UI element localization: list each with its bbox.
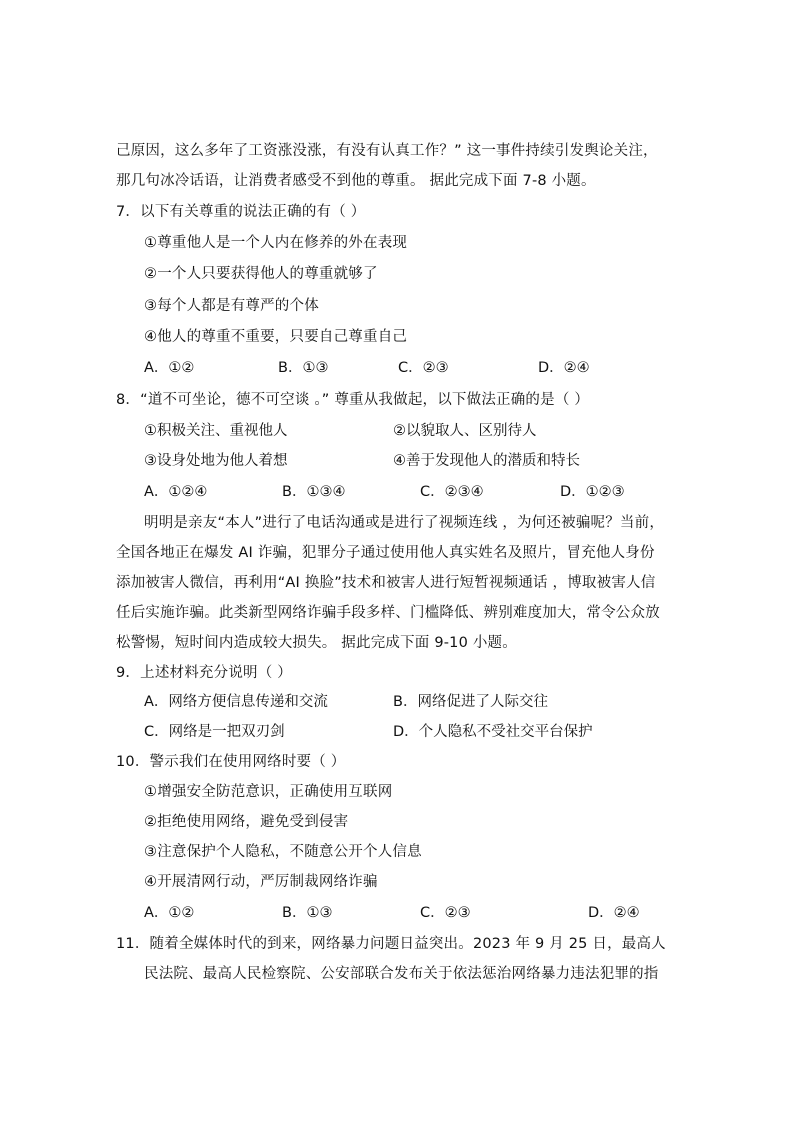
question-10-option-a: A．①②	[144, 905, 195, 921]
question-10-statement: ①增强安全防范意识，正确使用互联网	[144, 784, 393, 800]
question-11-stem-continued: 民法院、最高人民检察院、公安部联合发布关于依法惩治网络暴力违法犯罪的指	[144, 966, 659, 982]
question-8-statement: ④善于发现他人的潜质和特长	[393, 453, 580, 469]
question-8-option-c: C．②③④	[420, 484, 484, 500]
question-10-option-d: D．②④	[588, 905, 640, 921]
passage-text-line: 全国各地正在爆发 AI 诈骗，犯罪分子通过使用他人真实姓名及照片，冒充他人身份	[116, 545, 655, 561]
question-7-stem: 7．以下有关尊重的说法正确的有（ ）	[116, 204, 366, 220]
question-8-statement: ②以貌取人、区别待人	[393, 423, 537, 439]
question-8-option-d: D．①②③	[560, 484, 625, 500]
question-9-option-b: B．网络促进了人际交往	[393, 694, 548, 710]
question-10-stem: 10．警示我们在使用网络时要（ ）	[116, 754, 346, 770]
question-9-option-a: A．网络方便信息传递和交流	[144, 694, 328, 710]
passage-text-line: 添加被害人微信，再利用“AI 换脸”技术和被害人进行短暂视频通话 ，博取被害人信	[116, 575, 656, 591]
question-8-stem: 8．“道不可坐论，德不可空谈 。” 尊重从我做起，以下做法正确的是（ ）	[116, 392, 590, 408]
question-7-option-a: A．①②	[144, 360, 195, 376]
question-7-option-d: D．②④	[538, 360, 590, 376]
question-8-option-a: A．①②④	[144, 484, 208, 500]
question-7-statement: ②一个人只要获得他人的尊重就够了	[144, 266, 378, 282]
passage-text-line: 己原因，这么多年了工资涨没涨，有没有认真工作？” 这一事件持续引发舆论关注，	[116, 143, 658, 159]
question-10-statement: ④开展清网行动，严厉制裁网络诈骗	[144, 874, 378, 890]
question-7-option-c: C．②③	[398, 360, 449, 376]
question-7-statement: ④他人的尊重不重要，只要自己尊重自己	[144, 329, 408, 345]
question-10-statement: ②拒绝使用网络，避免受到侵害	[144, 814, 349, 830]
question-11-stem: 11．随着全媒体时代的到来，网络暴力问题日益突出。2023 年 9 月 25 日，最高人	[116, 936, 666, 952]
question-8-statement: ③设身处地为他人着想	[144, 453, 288, 469]
question-9-option-d: D．个人隐私不受社交平台保护	[393, 724, 593, 740]
passage-text-line: 那几句冰冷话语，让消费者感受不到他的尊重。 据此完成下面 7-8 小题。	[116, 173, 596, 189]
question-8-option-b: B．①③④	[282, 484, 346, 500]
question-7-statement: ③每个人都是有尊严的个体	[144, 298, 319, 314]
question-9-option-c: C．网络是一把双刃剑	[144, 724, 285, 740]
question-9-stem: 9．上述材料充分说明（ ）	[116, 665, 292, 681]
question-7-option-b: B．①③	[278, 360, 329, 376]
question-10-option-b: B．①③	[282, 905, 333, 921]
question-10-statement: ③注意保护个人隐私，不随意公开个人信息	[144, 844, 422, 860]
passage-text-line: 任后实施诈骗。此类新型网络诈骗手段多样、门槛降低、辨别难度加大，常令公众放	[116, 605, 660, 621]
question-7-statement: ①尊重他人是一个人内在修养的外在表现	[144, 235, 408, 251]
question-10-option-c: C．②③	[420, 905, 471, 921]
passage-text-line: 松警惕，短时间内造成较大损失。 据此完成下面 9-10 小题。	[116, 635, 517, 651]
question-8-statement: ①积极关注、重视他人	[144, 423, 288, 439]
passage-text-line: 明明是亲友“本人”进行了电话沟通或是进行了视频连线 ，为何还被骗呢？当前，	[144, 515, 665, 531]
